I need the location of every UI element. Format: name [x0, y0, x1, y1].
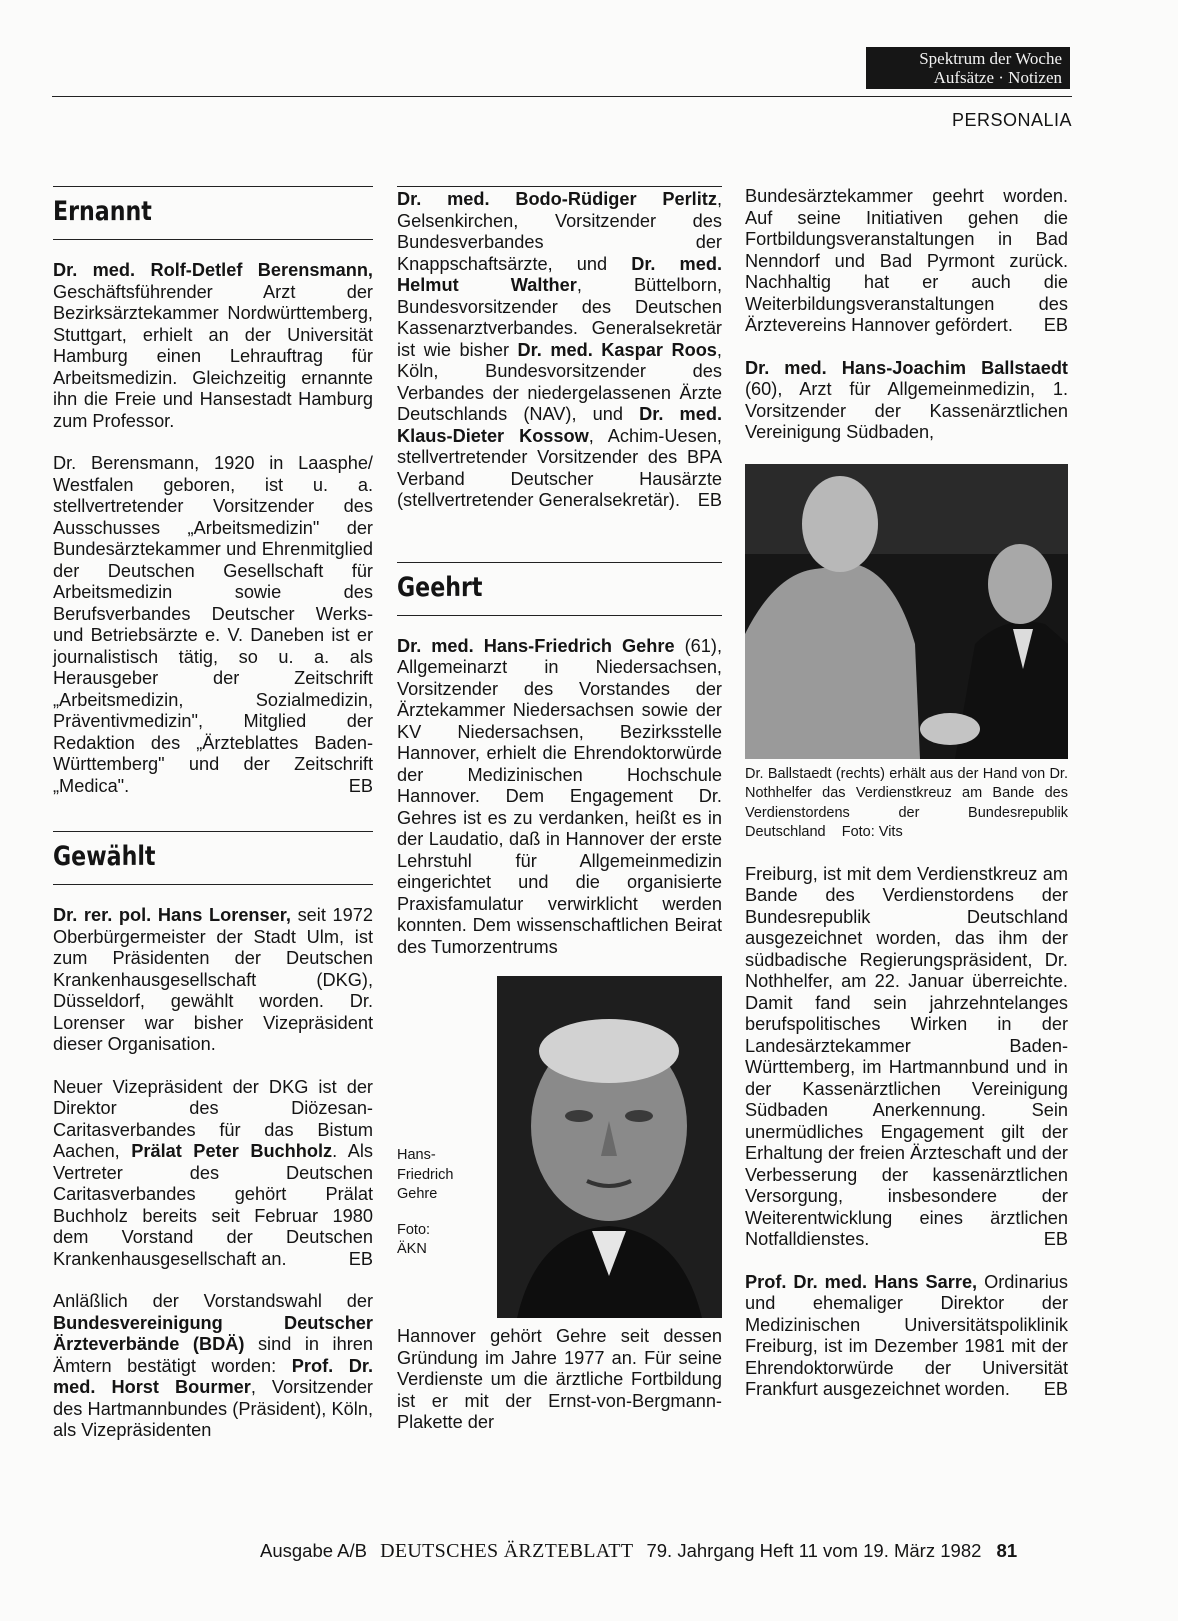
section-heading-gewaehlt: Gewählt	[53, 831, 373, 885]
photo-credit: Foto: Vits	[841, 824, 903, 840]
author-mark: EB	[348, 1248, 373, 1269]
photo-caption-ballstaedt: Dr. Ballstaedt (rechts) erhält aus der Hand von Dr. Nothhelfer das Verdienstkreuz am Bande des Verdienstordens der Bundesrepublik Deutschland Foto: Vits	[745, 765, 1068, 840]
paragraph-berensmann-bio: Dr. Berensmann, 1920 in Laasphe/ Westfalen geboren, ist u. a. stellvertretender Vorsitzender des Ausschusses „Arbeitsmedizin" der Bundesärztekammer und Ehrenmitglied der Deutschen Gesellschaft für Arbeitsmedizin sowie des Berufsverbandes Deutscher Werks- und Betriebsärzte e. V. Daneben ist er journalistisch tätig, so u. a. als Herausgeber der Zeitschrift „Arbeitsmedizin, Sozialmedizin, Präventivmedizin", Mitglied der Redaktion des „Ärzteblattes Baden-Württemberg" und der Zeitschrift „Medica". EB	[53, 453, 373, 796]
author-mark: EB	[697, 490, 722, 510]
photo-ballstaedt-award	[745, 464, 1068, 759]
page-footer	[260, 1540, 1017, 1563]
paragraph-gehre: Dr. med. Hans-Friedrich Gehre (61), Allgemeinarzt in Niedersachsen, Vorsitzender des Vorstandes der Ärztekammer Niedersachsen sowie der KV Niedersachsen, Bezirksstelle Hannover, erhielt die Ehrendoktorwürde der Medizinischen Hochschule Hannover. Dem Engagement Dr. Gehres ist es zu verdanken, heißt es in der Laudatio, daß in Hannover der erste Lehrstuhl für Allgemeinmedizin eingerichtet und die organisierte Praxisfamulatur verwirklicht werden konnten. Dem wissenschaftlichen Beirat des Tumorzentrums	[397, 635, 722, 957]
author-mark: EB	[1043, 1229, 1068, 1249]
author-mark: EB	[1043, 1379, 1068, 1399]
paragraph-ballstaedt-cont: Freiburg, ist mit dem Verdienstkreuz am Bande des Verdienstordens der Bundesrepublik Deutschland ausgezeichnet worden, das ihm der südbadische Regierungspräsident, Dr. Nothhelfer, am 22. Januar überreichte. Damit fand sein jahrzehntelanges berufspolitisches Wirken in der Landesärztekammer Baden-Württemberg, im Hartmannbund und in der Kassenärztlichen Vereinigung Südbaden Anerkennung. Sein unermüdliches Engagement gilt der Erhaltung der freien Ärzteschaft und der Verbesserung der kassenärztlichen Versorgung, insbesondere der Weiterentwicklung eines ärztlichen Notfalldienstes. EB	[745, 863, 1068, 1249]
paragraph-sarre: Prof. Dr. med. Hans Sarre, Ordinarius und ehemaliger Direktor der Medizinischen Universitätspoliklinik Freiburg, ist im Dezember 1981 mit der Ehrendoktorwürde der Universität Frankfurt ausgezeichnet worden. EB	[745, 1271, 1068, 1399]
column-2	[397, 186, 722, 1434]
paragraph-buchholz: Neuer Vizepräsident der DKG ist der Direktor des Diözesan-Caritasverbandes für das Bistum Aachen, Prälat Peter Buchholz. Als Vertreter des Deutschen Caritasverbandes gehört Prälat Buchholz bereits seit Februar 1980 dem Vorstand der Deutschen Krankenhausgesellschaft an. EB	[53, 1076, 373, 1269]
section-heading-ernannt: Ernannt	[53, 186, 373, 240]
paragraph-lorenser: Dr. rer. pol. Hans Lorenser, seit 1972 Oberbürgermeister der Stadt Ulm, ist zum Präsidenten der Deutschen Krankenhausgesellschaft (DKG), Düsseldorf, gewählt worden. Dr. Lorenser war bisher Vizepräsident dieser Organisation.	[53, 905, 373, 1054]
footer-edition: Ausgabe A/B	[260, 1540, 367, 1561]
paragraph-berensmann: Dr. med. Rolf-Detlef Berensmann, Geschäftsführender Arzt der Bezirksärztekammer Nordwürttemberg, Stuttgart, erhielt an der Universität Hamburg einen Lehrauftrag für Arbeitsmedizin. Gleichzeitig ernannte ihn die Freie und Hansestadt Hamburg zum Professor.	[53, 260, 373, 431]
rubric-label: PERSONALIA	[951, 110, 1072, 130]
footer-magazine: DEUTSCHES ÄRZTEBLATT	[380, 1540, 634, 1562]
photo-caption-gehre: Hans-Friedrich Gehre Foto: ÄKN	[397, 1147, 454, 1257]
badge-line-1: Spektrum der Woche	[919, 49, 1062, 68]
column-3	[745, 186, 1068, 1401]
author-mark: EB	[348, 775, 373, 796]
paragraph-gehre-cont: Hannover gehört Gehre seit dessen Gründung im Jahre 1977 an. Für seine Verdienste um die ärztliche Fortbildung ist er mit der Ernst-von-Bergmann-Plakette der	[397, 1326, 722, 1432]
portrait-photo-gehre	[497, 976, 722, 1318]
paragraph-bda: Anläßlich der Vorstandswahl der Bundesvereinigung Deutscher Ärzteverbände (BDÄ) sind in ihren Ämtern bestätigt worden: Prof. Dr. med. Horst Bourmer, Vorsitzender des Hartmannbundes (Präsident), Köln, als Vizepräsidenten	[53, 1291, 373, 1440]
paragraph-gehre-end: Bundesärztekammer geehrt worden. Auf seine Initiativen gehen die Fortbildungsveranstaltungen in Bad Nenndorf und Bad Pyrmont zurück. Nachhaltig hat er auch die Weiterbildungsveranstaltungen des Ärztevereins Hannover gefördert. EB	[745, 186, 1068, 335]
header-rule	[52, 96, 1072, 97]
author-mark: EB	[1043, 315, 1068, 335]
section-heading-geehrt: Geehrt	[397, 562, 722, 616]
section-badge	[866, 47, 1070, 89]
paragraph-bda-members: Dr. med. Bodo-Rüdiger Perlitz, Gelsenkirchen, Vorsitzender des Bundesverbandes der Knappschaftsärzte, und Dr. med. Helmut Walther, Büttelborn, Bundesvorsitzender des Deutschen Kassenarztverbandes. Generalsekretär ist wie bisher Dr. med. Kaspar Roos, Köln, Bundesvorsitzender des Verbandes der niedergelassenen Ärzte Deutschlands (NAV), und Dr. med. Klaus-Dieter Kossow, Achim-Uesen, stellvertretender Vorsitzender des BPA Verband Deutscher Hausärzte (stellvertretender Generalsekretär). EB	[397, 186, 722, 512]
column-1	[53, 186, 373, 1442]
badge-line-2: Aufsätze · Notizen	[933, 68, 1062, 87]
figure-gehre	[397, 976, 722, 1326]
page-number: 81	[996, 1540, 1018, 1561]
paragraph-ballstaedt: Dr. med. Hans-Joachim Ballstaedt (60), Arzt für Allgemeinmedizin, 1. Vorsitzender der Kassenärztlichen Vereinigung Südbaden,	[745, 357, 1068, 442]
footer-issue: 79. Jahrgang Heft 11 vom 19. März 1982	[646, 1540, 982, 1561]
